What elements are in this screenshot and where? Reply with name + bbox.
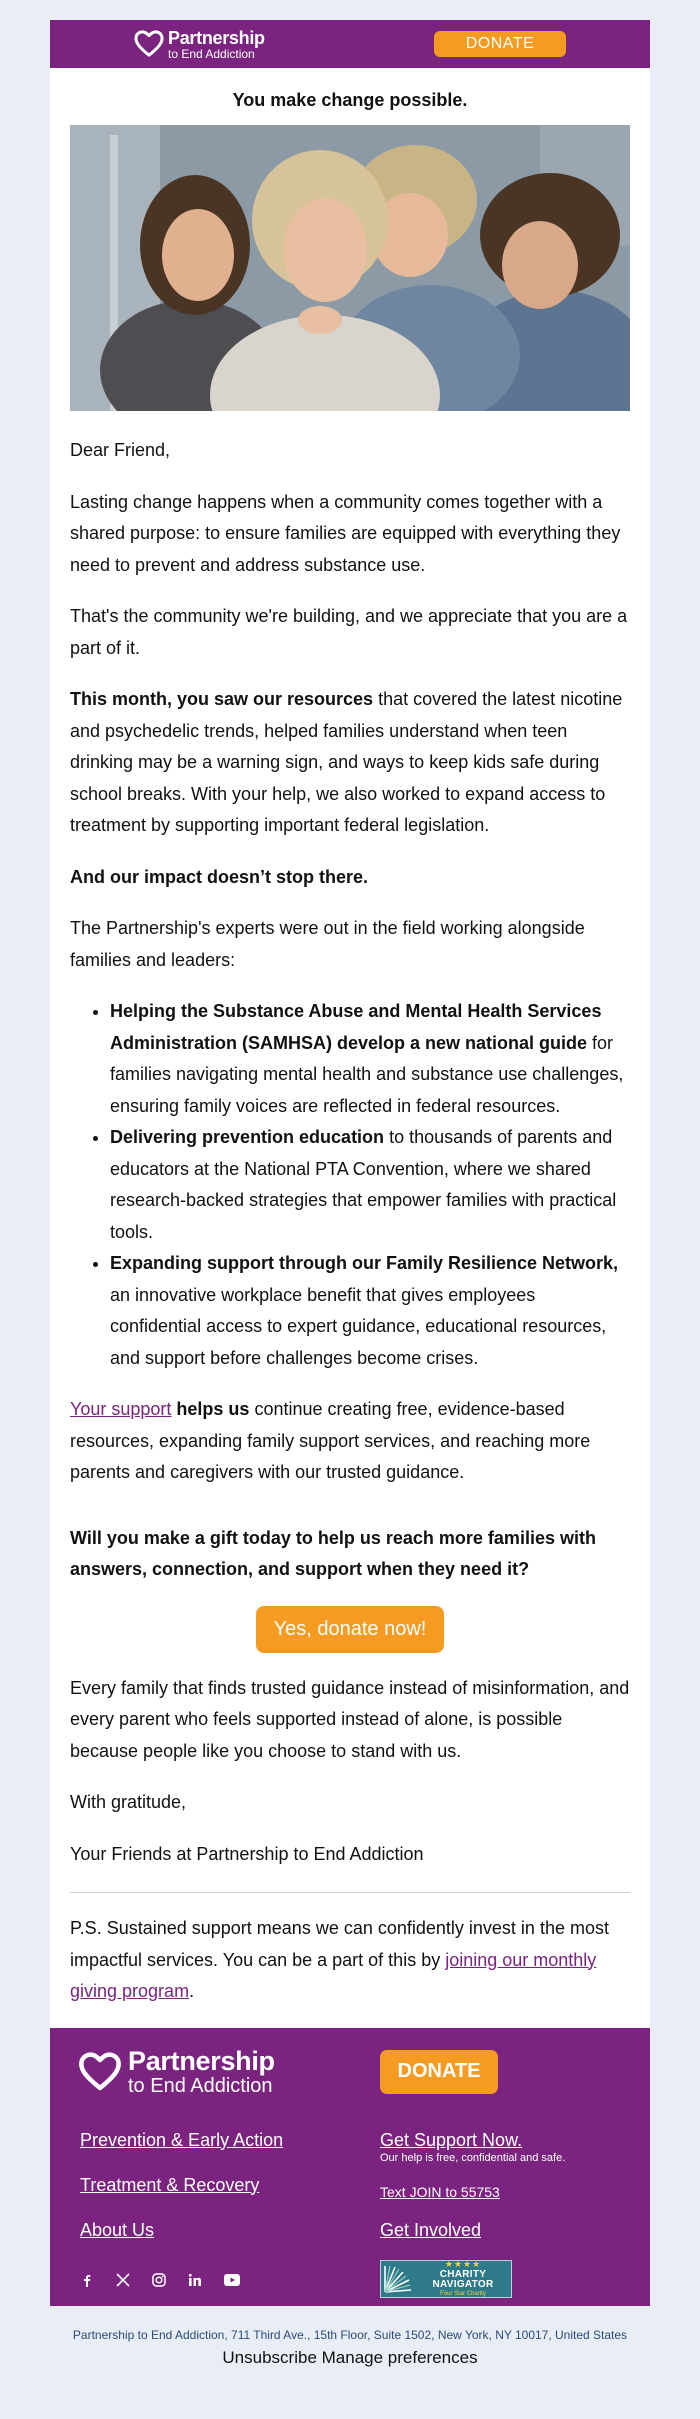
support-text: continue creating free, evidence-based resources, expanding family support services, and reaching more parents and caregivers with our trusted guidance.	[70, 1399, 591, 1482]
charity-navigator-logo-icon	[381, 2262, 415, 2296]
resources-bold: This month, you saw our resources	[70, 689, 374, 709]
footer-nav-about[interactable]: About Us	[80, 2219, 155, 2240]
header-donate-button[interactable]: DONATE	[434, 31, 566, 57]
get-support-block	[380, 2130, 565, 2164]
list-item-text: an innovative workplace benefit that gives employees confidential access to expert guidance, educational resources, and support before challenges become crises.	[110, 1284, 607, 1368]
support-bold: helps us	[171, 1399, 250, 1419]
linkedin-icon[interactable]	[188, 2270, 224, 2290]
x-icon[interactable]	[116, 2270, 152, 2290]
cta-wrap	[70, 1606, 630, 1653]
manage-preferences-link[interactable]: Manage preferences	[321, 2348, 478, 2367]
heart-logo-icon	[78, 2052, 122, 2092]
list-item-text: for families navigating mental health and substance use challenges, ensuring family voices are reflected in federal resources.	[110, 1032, 624, 1116]
hero-image	[70, 125, 630, 411]
paragraph-experts: The Partnership's experts were out in the field working alongside families and leaders:	[70, 918, 585, 970]
unsubscribe-link[interactable]: Unsubscribe	[222, 2348, 317, 2367]
headline: You make change possible.	[232, 90, 468, 110]
paragraph-community: That's the community we're building, and we appreciate that you are a part of it.	[70, 606, 628, 658]
signature: Your Friends at Partnership to End Addiction	[70, 1843, 424, 1864]
footer-logo-line2: to End Addiction	[128, 2074, 273, 2097]
list-item-bold: Expanding support through our Family Resilience Network,	[110, 1253, 619, 1273]
your-support-link[interactable]: Your support	[70, 1399, 172, 1419]
list-item	[110, 1122, 630, 1248]
paragraph-lasting-change: Lasting change happens when a community comes together with a shared purpose: to ensure families are equipped with everything they need to prevent and address substance use.	[70, 491, 621, 575]
get-support-subtext: Our help is free, confidential and safe.	[380, 2151, 566, 2164]
paragraph-resources	[70, 684, 630, 842]
impact-heading-text: And our impact doesn’t stop there.	[70, 866, 369, 887]
badge-subtext: Four Star Charity	[440, 2290, 486, 2297]
text-join-link[interactable]: Text JOIN to 55753	[380, 2183, 500, 2200]
footer-logo[interactable]	[78, 2045, 275, 2097]
header-logo-line1: Partnership	[168, 27, 265, 48]
greeting: Dear Friend,	[70, 440, 171, 460]
youtube-icon[interactable]	[224, 2270, 260, 2290]
mailing-address: Partnership to End Addiction, 711 Third Ave., 15th Floor, Suite 1502, New York, NY 10017, United States	[72, 2328, 628, 2342]
badge-stars: ★★★★	[444, 2259, 482, 2270]
impact-heading	[70, 862, 630, 894]
donate-now-button[interactable]: Yes, donate now!	[256, 1606, 445, 1653]
get-support-link[interactable]: Get Support Now.	[380, 2129, 523, 2150]
impact-list	[70, 996, 630, 1374]
heart-logo-icon	[134, 30, 164, 58]
header-logo-line2: to End Addiction	[168, 46, 255, 61]
social-links	[80, 2270, 260, 2290]
letter-content	[50, 90, 650, 2008]
list-item-bold: Helping the Substance Abuse and Mental Health Services Administration (SAMHSA) develop a new national guide	[110, 1001, 602, 1053]
footer-nav-treatment[interactable]: Treatment & Recovery	[80, 2174, 260, 2195]
divider	[70, 1892, 630, 1893]
gift-ask: Will you make a gift today to help us reach more families with answers, connection, and support when they need it?	[70, 1527, 596, 1579]
unsubscribe-row	[0, 2348, 700, 2368]
closing: With gratitude,	[70, 1792, 187, 1812]
list-item	[110, 996, 630, 1122]
footer	[50, 2028, 650, 2306]
facebook-icon[interactable]	[80, 2270, 116, 2290]
list-item	[110, 1248, 630, 1374]
list-item-bold: Delivering prevention education	[110, 1127, 385, 1147]
footer-logo-line1: Partnership	[128, 2045, 275, 2076]
postscript	[70, 1913, 630, 2008]
email-container	[50, 20, 650, 2306]
monthly-giving-link[interactable]: joining our monthly giving program	[70, 1949, 597, 2001]
get-involved-link[interactable]: Get Involved	[380, 2219, 482, 2240]
email-bottom	[0, 2320, 700, 2368]
footer-donate-button[interactable]: DONATE	[380, 2050, 498, 2094]
paragraph-every-family: Every family that finds trusted guidance instead of misinformation, and every parent who feels supported instead of alone, is possible because people like you choose to stand with us.	[70, 1677, 630, 1761]
header-bar	[50, 20, 650, 68]
footer-nav-prevention[interactable]: Prevention & Early Action	[80, 2129, 284, 2150]
list-item-text: to thousands of parents and educators at the National PTA Convention, where we shared research-backed strategies that empower families with practical tools.	[110, 1127, 617, 1242]
paragraph-support	[70, 1394, 630, 1489]
postscript-text: P.S. Sustained support means we can confidently invest in the most impactful services. You can be a part of this by	[70, 1918, 609, 1970]
charity-navigator-badge[interactable]	[380, 2260, 512, 2298]
resources-text: that covered the latest nicotine and psychedelic trends, helped families understand when teen drinking may be a warning sign, and ways to keep kids safe during school breaks. With your help, we also worked to expand access to treatment by supporting important federal legislation.	[70, 689, 623, 835]
header-logo[interactable]	[134, 29, 265, 60]
postscript-end: .	[189, 1981, 195, 2001]
instagram-icon[interactable]	[152, 2270, 188, 2290]
badge-name: CHARITY NAVIGATOR	[432, 2268, 494, 2291]
